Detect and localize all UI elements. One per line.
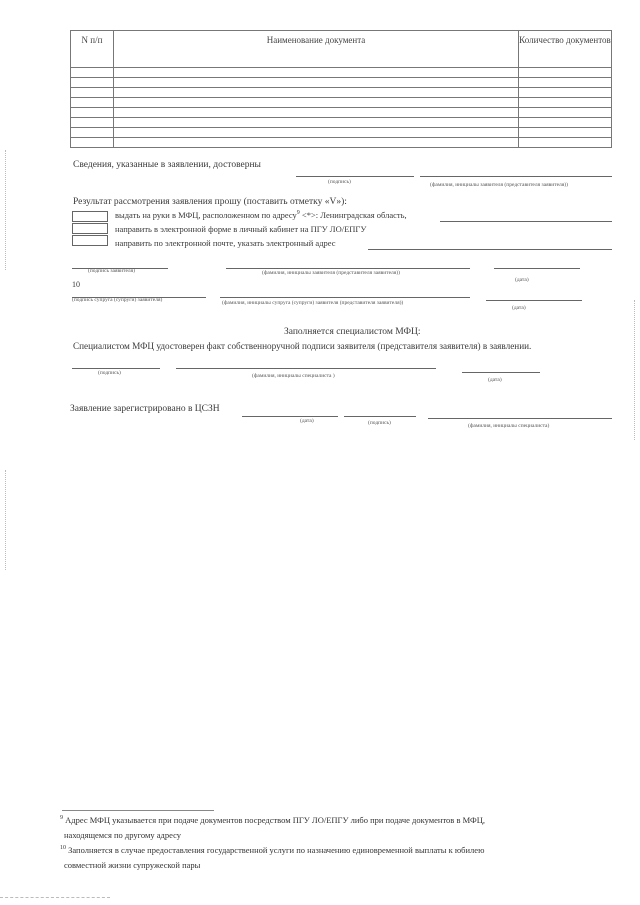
registered-date-line[interactable] — [242, 416, 338, 417]
mfc-address-line[interactable] — [440, 221, 612, 222]
footnote-mark-10: 10 — [72, 280, 80, 289]
option-mfc-checkbox[interactable] — [72, 211, 108, 222]
cap-applicant-date: (дата) — [515, 277, 529, 283]
option-cabinet-label: направить в электронной форме в личный кабинет на ПГУ ЛО/ЕПГУ — [115, 224, 367, 234]
documents-table — [70, 30, 612, 148]
registered-signature-line[interactable] — [344, 416, 416, 417]
table-row[interactable] — [71, 98, 612, 108]
table-row[interactable] — [71, 68, 612, 78]
cap-spouse-date: (дата) — [512, 305, 526, 311]
statement-cap-signature: (подпись) — [328, 179, 351, 185]
table-row[interactable] — [71, 108, 612, 118]
statement-cap-fio: (фамилия, инициалы заявителя (представителя заявителя)) — [430, 182, 568, 188]
spouse-date-line[interactable] — [486, 300, 582, 301]
applicant-fio-line[interactable] — [226, 268, 470, 269]
footnote-10-line2: совместной жизни супружеской пары — [64, 860, 201, 870]
cap-applicant-fio: (фамилия, инициалы заявителя (представителя заявителя)) — [262, 270, 400, 276]
mfc-text: Специалистом МФЦ удостоверен факт собственноручной подписи заявителя (представителя заявителя) в заявлении. — [73, 341, 532, 351]
statement-fio-line[interactable] — [420, 176, 612, 177]
footnote-separator — [62, 810, 214, 811]
email-line[interactable] — [368, 249, 612, 250]
cap-mfc-fio: (фамилия, инициалы специалиста ) — [252, 373, 335, 379]
header-document-name: Наименование документа — [114, 31, 519, 68]
table-row[interactable] — [71, 118, 612, 128]
cap-spouse-signature: (подпись супруга (супруги) заявителя) — [72, 297, 163, 303]
scan-artifact — [5, 470, 6, 570]
cap-registered-fio: (фамилия, инициалы специалиста) — [468, 423, 550, 429]
mfc-signature-line[interactable] — [72, 368, 160, 369]
footnote-9-line1: $^9$ Адрес МФЦ указывается при подаче документов посредством ПГУ ЛО/ЕПГУ либо при подаче документов в МФЦ, — [60, 815, 486, 825]
registered-text: Заявление зарегистрировано в ЦСЗН — [70, 404, 220, 414]
cap-registered-date: (дата) — [300, 418, 314, 424]
footnote-10-line1: $^{10}$ Заполняется в случае предоставления государственной услуги по назначению единовременной выплаты к юбилею — [60, 845, 485, 855]
table-row[interactable] — [71, 128, 612, 138]
option-cabinet-checkbox[interactable] — [72, 223, 108, 234]
footnote-9-line2: находящемся по другому адресу — [64, 830, 181, 840]
mfc-fio-line[interactable] — [176, 368, 436, 369]
scan-edge — [0, 897, 110, 898]
result-title: Результат рассмотрения заявления прошу (поставить отметку «V»): — [73, 197, 347, 207]
cap-mfc-signature: (подпись) — [98, 370, 121, 376]
header-quantity: Количество документов — [519, 31, 612, 68]
cap-registered-signature: (подпись) — [368, 420, 391, 426]
statement-text: Сведения, указанные в заявлении, достоверны — [73, 160, 261, 170]
table-header-row — [71, 31, 612, 68]
spouse-fio-line[interactable] — [220, 297, 470, 298]
option-email-label: направить по электронной почте, указать электронный адрес — [115, 238, 336, 248]
mfc-heading: Заполняется специалистом МФЦ: — [284, 327, 421, 337]
cap-mfc-date: (дата) — [488, 377, 502, 383]
scan-artifact — [5, 150, 6, 270]
table-row[interactable] — [71, 78, 612, 88]
option-email-checkbox[interactable] — [72, 235, 108, 246]
registered-fio-line[interactable] — [428, 418, 612, 419]
table-row[interactable] — [71, 138, 612, 148]
cap-spouse-fio: (фамилия, инициалы супруга (супруги) заявителя (представителя заявителя)) — [222, 300, 404, 306]
statement-signature-line[interactable] — [296, 176, 414, 177]
mfc-date-line[interactable] — [462, 372, 540, 373]
cap-applicant-signature: (подпись заявителя) — [88, 268, 136, 274]
table-row[interactable] — [71, 88, 612, 98]
header-number: N п/п — [71, 31, 114, 68]
applicant-date-line[interactable] — [494, 268, 580, 269]
option-mfc-label: выдать на руки в МФЦ, расположенном по адресу$^9$ <*>: Ленинградская область, — [115, 210, 407, 220]
scan-artifact — [634, 300, 635, 440]
